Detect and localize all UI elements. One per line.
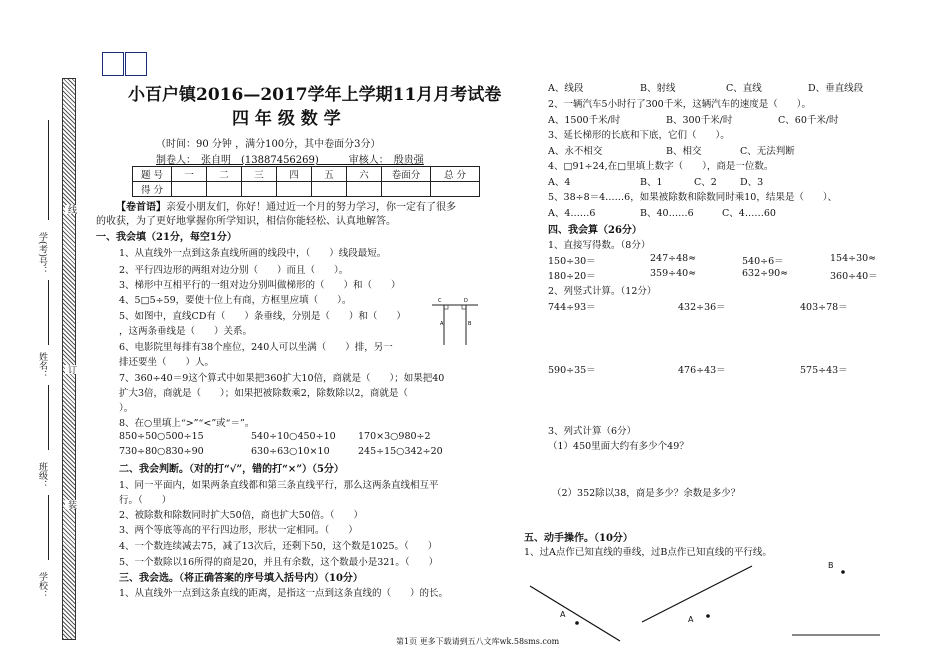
q3-option-b: B、相交: [666, 146, 702, 157]
section1-q1: 1、从直线外一点到这条直线所画的线段中，（ ）线段最短。: [119, 248, 387, 259]
q1-option-d: D、垂直线段: [808, 83, 864, 94]
sidebar-line: [48, 385, 49, 450]
sidebar-line: [48, 120, 49, 220]
score-header-cell: 总 分: [431, 167, 480, 182]
section3-q3: 3、延长梯形的长底和下底，它们（ ）。: [548, 130, 730, 141]
compare-item: 170×3○980÷2: [358, 431, 431, 442]
svg-text:A: A: [440, 321, 444, 327]
q1-option-b: B、射线: [640, 83, 676, 94]
compare-item: 630÷63○10×10: [251, 446, 330, 457]
q2-option-a: A、1500千米/时: [548, 115, 621, 126]
svg-text:C: C: [438, 298, 442, 304]
section4-part2: 2、列竖式计算。（12分）: [548, 286, 657, 297]
point-a-label-left: A: [560, 610, 566, 619]
drawing-figure: [520, 555, 880, 655]
section5-title: 五、动手操作。（10分）: [524, 533, 633, 544]
q1-option-c: C、直线: [726, 83, 762, 94]
section1-q7a: 7、360÷40＝9这个算式中如果把360扩大10倍，商就是（ ）；如果把40: [119, 373, 445, 384]
compare-item: 850÷50○500÷15: [119, 431, 204, 442]
oral-calc-item: 540÷6＝: [742, 256, 784, 267]
section4-part3-q2: （2）352除以38，商是多少？余数是多少？: [552, 488, 741, 499]
section1-q6a: 6、电影院里每排有38个座位，240人可以坐满（ ）排，另一: [119, 342, 393, 353]
binding-strip: [62, 78, 76, 640]
score-header-cell: 六: [347, 167, 382, 182]
given-line-right: [642, 566, 752, 622]
q2-option-b: B、300千米/时: [666, 115, 733, 126]
score-row-label: 得 分: [133, 182, 172, 197]
score-header-row: [133, 167, 480, 182]
intro-label: 【卷首语】: [116, 202, 166, 213]
svg-text:D: D: [464, 298, 468, 304]
section2-q1b: 行。（ ）: [119, 495, 172, 506]
corner-box-left: [102, 52, 124, 76]
point-b-dot: [841, 570, 845, 574]
score-header-cell: 五: [312, 167, 347, 182]
section1-title: 一、我会填（21分，每空1分）: [96, 232, 237, 243]
point-a-right-dot: [706, 614, 710, 618]
section2-q5: 5、一个数除以16所得的商是20，并且有余数，这个数最小是321。（ ）: [119, 557, 439, 568]
q5-option-a: A、4……6: [548, 208, 596, 219]
q3-option-a: A、永不相交: [548, 146, 603, 157]
section1-q8: 8、在○里填上“>”“<”或“＝”。: [119, 418, 255, 429]
author-info: 制卷人： 张自明 (13887456269) 审核人： 殷贵强: [156, 155, 424, 166]
section2-q2: 2、被除数和除数同时扩大50倍，商也扩大50倍。（ ）: [119, 510, 363, 521]
score-cell[interactable]: [172, 182, 207, 197]
section4-part1: 1、直接写得数。（8分）: [548, 240, 651, 251]
section2-q1a: 1、同一平面内，如果两条直线都和第三条直线平行，那么这两条直线相互平: [119, 480, 439, 491]
compare-item: 540÷10○450÷10: [251, 431, 336, 442]
exam-subtitle: 四 年 级 数 学: [232, 109, 341, 129]
vertical-calc-item: 432÷36＝: [678, 302, 726, 313]
oral-calc-item: 180÷20＝: [548, 271, 596, 282]
parallel-lines-figure: [430, 295, 480, 347]
section1-q4: 4、5□5÷59，要使十位上有商，方框里应填（ ）。: [119, 295, 352, 306]
time-info: （时间：90 分钟 ，满分100分，其中卷面分3分）: [156, 139, 381, 150]
section3-q4: 4、□91÷24,在□里填上数字（ ），商是一位数。: [548, 161, 774, 172]
oral-calc-item: 154÷30≈: [830, 253, 877, 264]
section2-q4: 4、一个数连续减去75，减了13次后，还剩下50，这个数是1025。（ ）: [119, 541, 438, 552]
sidebar-line: [48, 495, 49, 560]
score-cell[interactable]: [431, 182, 480, 197]
score-table: [132, 166, 480, 197]
section1-q7c: ）。: [119, 403, 134, 414]
q1-option-a: A、线段: [548, 83, 584, 94]
score-header-cell: 卷面分: [382, 167, 431, 182]
intro-text: 亲爱小朋友们，你好！通过近一个月的努力学习，你一定有了很多: [166, 202, 456, 213]
section3-q1: 1、从直线外一点到这条直线的距离，是指这一点到这条直线的（ ）的长。: [119, 588, 449, 599]
point-a-label: A: [688, 615, 694, 624]
svg-text:B: B: [468, 321, 472, 327]
score-header-cell: 题 号: [133, 167, 172, 182]
corner-box-right: [125, 52, 147, 76]
score-header-cell: 四: [277, 167, 312, 182]
section3-title: 三、我会选。（将正确答案的序号填入括号内）（10分）: [119, 573, 363, 584]
exam-title: 小百户镇2016—2017学年上学期11月月考试卷: [128, 85, 502, 105]
oral-calc-item: 360÷40＝: [830, 271, 878, 282]
section1-q5b: ，这两条垂线是（ ）关系。: [119, 326, 253, 337]
compare-item: 245÷15○342÷20: [358, 446, 443, 457]
section1-q5a: 5、如图中，直线CD有（ ）条垂线，分别是（ ）和（ ）: [119, 311, 406, 322]
section2-title: 二、我会判断。（对的打“√”，错的打“×”）（5分）: [119, 464, 344, 475]
point-b-label: B: [828, 561, 834, 570]
intro: [116, 198, 456, 213]
student-id-label: 学(考)号：: [37, 232, 47, 276]
q4-option-d: D、3: [740, 177, 764, 188]
point-a-left-dot: [575, 621, 579, 625]
q4-option-c: C、2: [694, 177, 717, 188]
sidebar-line: [48, 280, 49, 345]
name-label: 姓名：: [37, 352, 47, 379]
section2-q3: 3、两个等底等高的平行四边形，形状一定相同。（ ）: [119, 525, 358, 536]
score-cell[interactable]: [207, 182, 242, 197]
seal-mark-fix: 装: [66, 500, 76, 509]
given-line-left: [530, 586, 620, 641]
oral-calc-item: 150÷30＝: [548, 256, 596, 267]
oral-calc-item: 247÷48≈: [650, 253, 697, 264]
compare-item: 730÷80○830÷90: [119, 446, 204, 457]
school-label: 学校：: [37, 572, 47, 599]
section1-q7b: 扩大3倍，商就是（ ）；如果把被除数乘2，除数除以2，商就是（: [119, 388, 408, 399]
oral-calc-item: 359÷40≈: [650, 268, 697, 279]
intro-text-2: 的收获，为了更好地掌握你所学知识，相信你能轻松、认真地解答。: [96, 216, 396, 227]
score-header-cell: 二: [207, 167, 242, 182]
section1-q3: 3、梯形中互相平行的一组对边分别叫做梯形的（ ）和（ ）: [119, 280, 401, 291]
score-cell[interactable]: [242, 182, 277, 197]
vertical-calc-item: 476÷43＝: [678, 365, 726, 376]
score-value-row: [133, 182, 480, 197]
seal-mark-bind: 订: [66, 365, 76, 374]
score-cell[interactable]: [382, 182, 431, 197]
q4-option-a: A、4: [548, 177, 571, 188]
class-label: 班级：: [37, 462, 47, 489]
section3-q5: 5、38÷8＝4……6，如果被除数和除数同时乘10，结果是（ ）、: [548, 192, 838, 203]
vertical-calc-item: 744÷93＝: [548, 302, 596, 313]
section3-q2: 2、一辆汽车5小时行了300千米，这辆汽车的速度是（ ）。: [548, 99, 811, 110]
section1-q6b: 排还要坐（ ）人。: [119, 357, 215, 368]
q2-option-c: C、60千米/时: [778, 115, 839, 126]
q4-option-b: B、1: [640, 177, 663, 188]
q3-option-c: C、无法判断: [740, 146, 795, 157]
score-cell[interactable]: [347, 182, 382, 197]
score-header-cell: 三: [242, 167, 277, 182]
score-cell[interactable]: [277, 182, 312, 197]
section5-q1: 1、过A点作已知直线的垂线，过B点作已知直线的平行线。: [524, 547, 772, 558]
vertical-calc-item: 403÷78＝: [800, 302, 848, 313]
vertical-calc-item: 590÷35＝: [548, 365, 596, 376]
section1-q2: 2、平行四边形的两组对边分别（ ）而且（ ）。: [119, 265, 349, 276]
seal-mark-line: 线: [66, 205, 76, 214]
oral-calc-item: 632÷90≈: [742, 268, 789, 279]
q5-option-c: C、4……60: [722, 208, 776, 219]
q5-option-b: B、40……6: [640, 208, 694, 219]
score-header-cell: 一: [172, 167, 207, 182]
score-cell[interactable]: [312, 182, 347, 197]
vertical-calc-item: 575÷43＝: [800, 365, 848, 376]
section4-part3-q1: （1）450里面大约有多少个49？: [548, 441, 689, 452]
section4-part3: 3、列式计算（6分）: [548, 426, 637, 437]
footer: 第1页 更多下载请到五八文库wk.58sms.com: [396, 637, 560, 646]
section4-title: 四、我会算（26分）: [548, 225, 642, 236]
